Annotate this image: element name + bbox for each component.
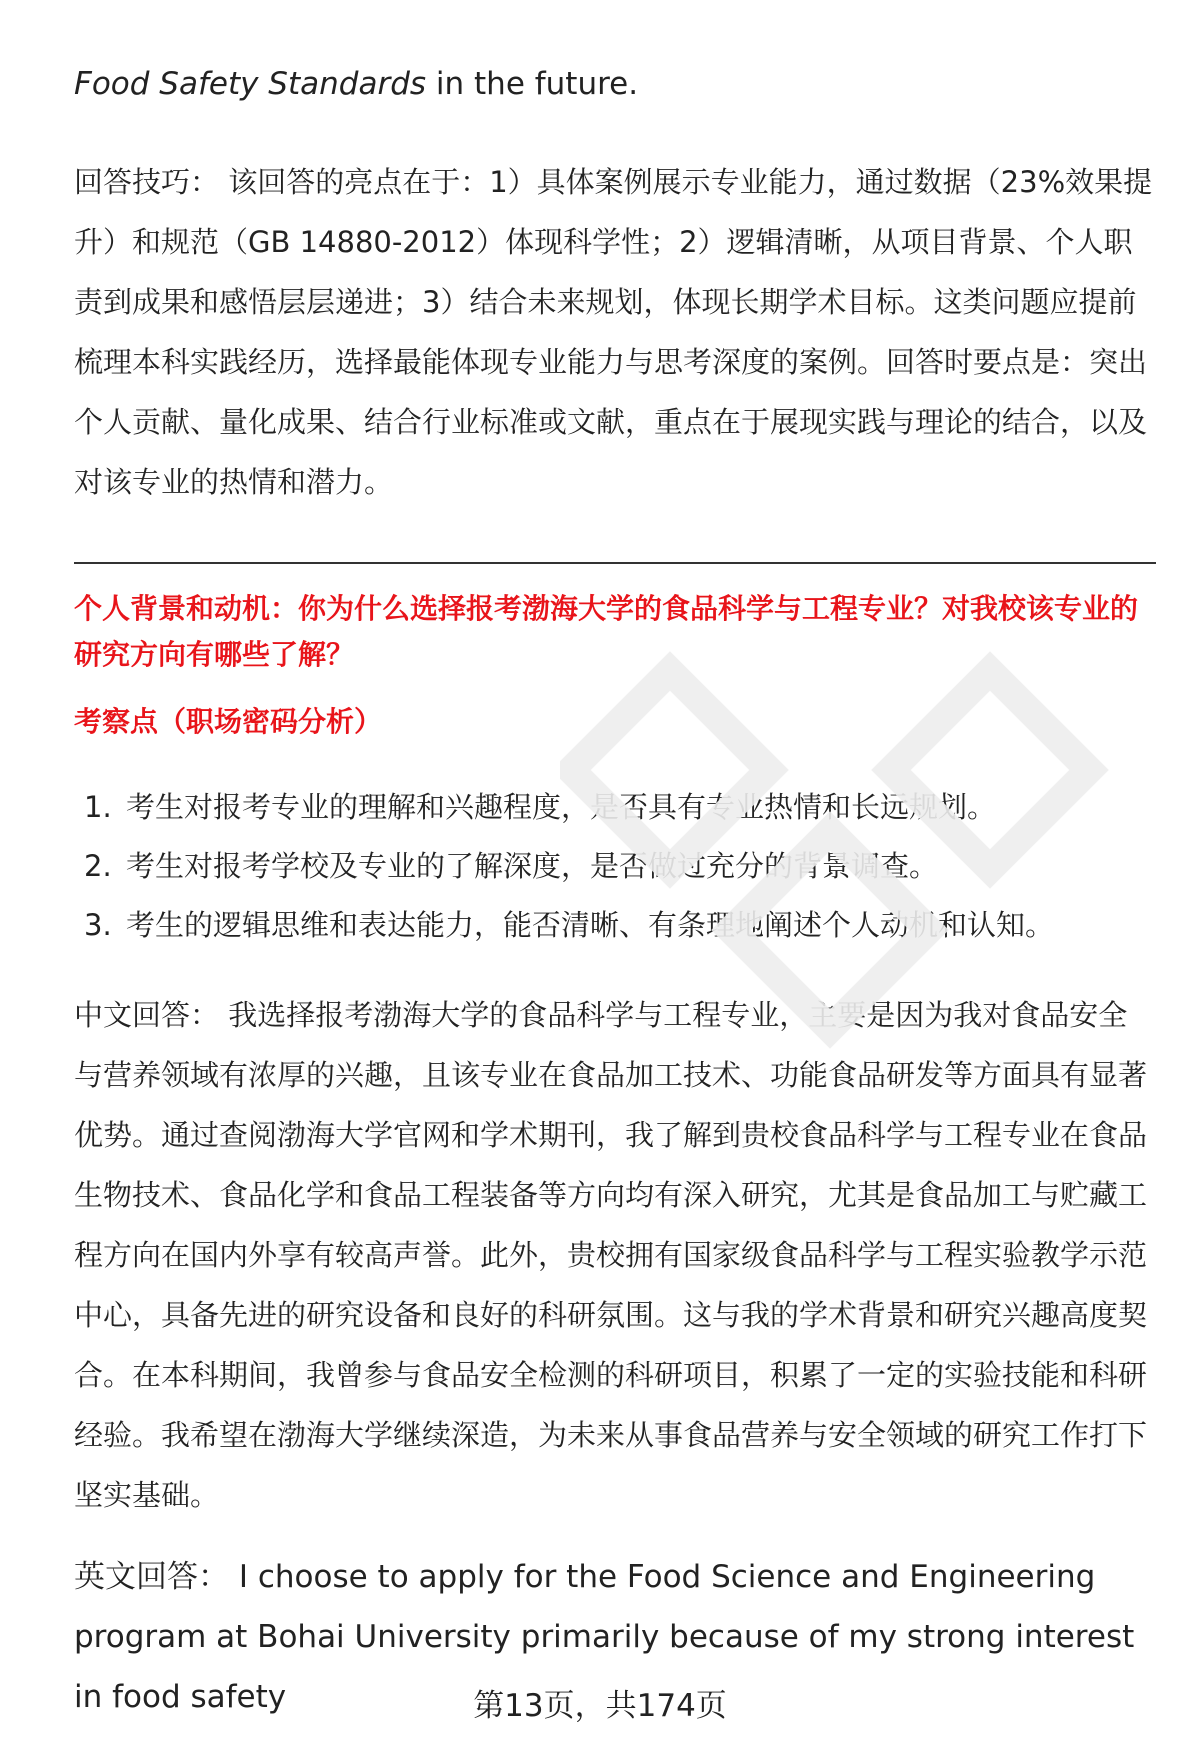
chinese-answer-paragraph: 中文回答： 我选择报考渤海大学的食品科学与工程专业，主要是因为我对食品安全与营养领域有浓厚的兴趣，且该专业在食品加工技术、功能食品研发等方面具有显著优势。通过查阅渤海大学官网和学术期刊，我了解到贵校食品科学与工程专业在食品生物技术、食品化学和食品工程装备等方向均有深入研究，尤其是食品加工与贮藏工程方向在国内外享有较高声誉。此外，贵校拥有国家级食品科学与工程实验教学示范中心，具备先进的研究设备和良好的科研氛围。这与我的学术背景和研究兴趣高度契合。在本科期间，我曾参与食品安全检测的科研项目，积累了一定的实验技能和科研经验。我希望在渤海大学继续深造，为未来从事食品营养与安全领域的研究工作打下坚实基础。 — [74, 998, 1148, 1512]
intro-italic: Food Safety Standards — [74, 66, 427, 102]
list-item — [84, 778, 1144, 837]
intro-rest: in the future. — [426, 66, 639, 102]
list-item — [84, 837, 1144, 896]
list-text: 考生的逻辑思维和表达能力，能否清晰、有条理地阐述个人动机和认知。 — [126, 908, 1055, 942]
intro-line — [74, 66, 638, 102]
answer-tips — [74, 152, 1156, 512]
list-number: 3. — [84, 908, 112, 942]
list-number: 1. — [84, 790, 112, 824]
page-number: 第13页，共174页 — [473, 1688, 727, 1724]
english-answer-paragraph: 英文回答： I choose to apply for the Food Science and Engineering program at Bohai University primarily because of my strong interest in food safety — [74, 1559, 1135, 1715]
list-number: 2. — [84, 849, 112, 883]
tips-paragraph: 回答技巧： 该回答的亮点在于：1）具体案例展示专业能力，通过数据（23%效果提升）和规范（GB 14880-2012）体现科学性；2）逻辑清晰，从项目背景、个人职责到成果和感悟层层递进；3）结合未来规划，体现长期学术目标。这类问题应提前梳理本科实践经历，选择最能体现专业能力与思考深度的案例。回答时要点是：突出个人贡献、量化成果、结合行业标准或文献，重点在于展现实践与理论的结合，以及对该专业的热情和潜力。 — [74, 165, 1153, 499]
focus-list — [84, 778, 1144, 955]
list-item — [84, 896, 1144, 955]
question-heading: 个人背景和动机：你为什么选择报考渤海大学的食品科学与工程专业？对我校该专业的研究方向有哪些了解？ — [74, 592, 1139, 671]
section-divider — [74, 562, 1156, 564]
chinese-answer — [74, 985, 1156, 1525]
list-text: 考生对报考专业的理解和兴趣程度，是否具有专业热情和长远规划。 — [126, 790, 997, 824]
list-text: 考生对报考学校及专业的了解深度，是否做过充分的背景调查。 — [126, 849, 939, 883]
focus-heading: 考察点（职场密码分析） — [74, 705, 383, 738]
